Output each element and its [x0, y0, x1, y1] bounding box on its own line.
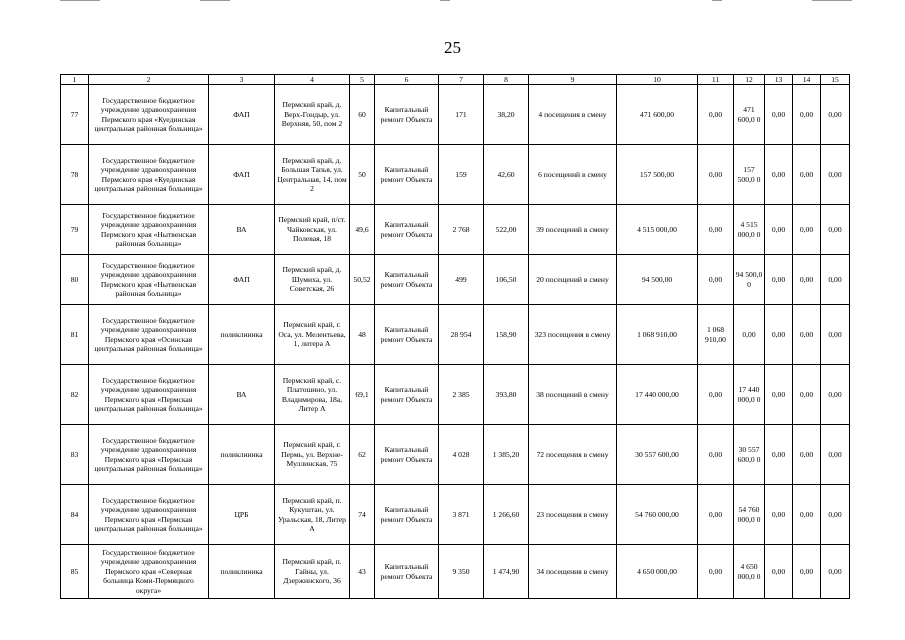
col-15-value: 0,00	[821, 145, 850, 205]
row-number: 84	[61, 485, 89, 545]
col-15-value: 0,00	[821, 255, 850, 305]
total-cost: 54 760 000,00	[617, 485, 698, 545]
facility-address: Пермский край, г. Оса, ул. Мелентьева, 1, литера А	[275, 305, 350, 365]
col-14-value: 0,00	[793, 485, 821, 545]
facility-type: ЦРБ	[209, 485, 275, 545]
col-5-value: 49,6	[350, 205, 375, 255]
col-5-value: 48	[350, 305, 375, 365]
facilities-table	[60, 74, 850, 599]
col-5-value: 50,52	[350, 255, 375, 305]
col-num: 8	[484, 75, 529, 85]
table-row	[61, 485, 850, 545]
col-14-value: 0,00	[793, 365, 821, 425]
col-8-value: 1 266,60	[484, 485, 529, 545]
organization-name: Государственное бюджетное учреждение здравоохранения Пермского края «Нытвенская районная больница»	[89, 255, 209, 305]
col-15-value: 0,00	[821, 545, 850, 599]
row-number: 81	[61, 305, 89, 365]
facility-type: ВА	[209, 205, 275, 255]
col-15-value: 0,00	[821, 85, 850, 145]
col-5-value: 60	[350, 85, 375, 145]
organization-name: Государственное бюджетное учреждение здравоохранения Пермского края «Северная больница Коми-Пермяцкого округа»	[89, 545, 209, 599]
col-14-value: 0,00	[793, 545, 821, 599]
col-13-value: 0,00	[765, 545, 793, 599]
table-row	[61, 305, 850, 365]
table-row	[61, 255, 850, 305]
column-number-row	[61, 75, 850, 85]
capacity: 6 посещений в смену	[529, 145, 617, 205]
row-number: 79	[61, 205, 89, 255]
table-row	[61, 425, 850, 485]
col-11-value: 0,00	[698, 365, 734, 425]
col-7-value: 499	[439, 255, 484, 305]
col-7-value: 9 350	[439, 545, 484, 599]
work-type: Капитальный ремонт Объекта	[375, 205, 439, 255]
col-14-value: 0,00	[793, 305, 821, 365]
col-5-value: 62	[350, 425, 375, 485]
capacity: 4 посещения в смену	[529, 85, 617, 145]
row-number: 82	[61, 365, 89, 425]
col-11-value: 0,00	[698, 205, 734, 255]
col-num: 1	[61, 75, 89, 85]
col-num: 7	[439, 75, 484, 85]
col-num: 11	[698, 75, 734, 85]
col-13-value: 0,00	[765, 85, 793, 145]
col-num: 3	[209, 75, 275, 85]
table-row	[61, 545, 850, 599]
col-12-value: 30 557 600,0 0	[734, 425, 765, 485]
col-15-value: 0,00	[821, 485, 850, 545]
total-cost: 4 515 000,00	[617, 205, 698, 255]
col-11-value: 0,00	[698, 425, 734, 485]
work-type: Капитальный ремонт Объекта	[375, 305, 439, 365]
col-8-value: 393,80	[484, 365, 529, 425]
col-5-value: 50	[350, 145, 375, 205]
col-14-value: 0,00	[793, 425, 821, 485]
col-14-value: 0,00	[793, 85, 821, 145]
row-number: 83	[61, 425, 89, 485]
row-number: 77	[61, 85, 89, 145]
capacity: 20 посещений в смену	[529, 255, 617, 305]
col-5-value: 74	[350, 485, 375, 545]
col-num: 13	[765, 75, 793, 85]
col-13-value: 0,00	[765, 255, 793, 305]
col-7-value: 2 385	[439, 365, 484, 425]
col-8-value: 42,60	[484, 145, 529, 205]
col-num: 12	[734, 75, 765, 85]
col-15-value: 0,00	[821, 425, 850, 485]
table-row	[61, 205, 850, 255]
organization-name: Государственное бюджетное учреждение здравоохранения Пермского края «Куединская центральная районная больница»	[89, 85, 209, 145]
table-row	[61, 85, 850, 145]
col-11-value: 0,00	[698, 85, 734, 145]
capacity: 38 посещений в смену	[529, 365, 617, 425]
col-15-value: 0,00	[821, 365, 850, 425]
work-type: Капитальный ремонт Объекта	[375, 85, 439, 145]
capacity: 39 посещений в смену	[529, 205, 617, 255]
facility-type: ФАП	[209, 255, 275, 305]
capacity: 34 посещения в смену	[529, 545, 617, 599]
total-cost: 157 500,00	[617, 145, 698, 205]
col-7-value: 4 028	[439, 425, 484, 485]
organization-name: Государственное бюджетное учреждение здравоохранения Пермского края «Пермская центральная районная больница»	[89, 485, 209, 545]
total-cost: 30 557 600,00	[617, 425, 698, 485]
col-15-value: 0,00	[821, 205, 850, 255]
col-11-value: 0,00	[698, 255, 734, 305]
col-num: 2	[89, 75, 209, 85]
col-12-value: 157 500,0 0	[734, 145, 765, 205]
col-15-value: 0,00	[821, 305, 850, 365]
col-11-value: 0,00	[698, 145, 734, 205]
col-12-value: 54 760 000,0 0	[734, 485, 765, 545]
col-8-value: 1 385,20	[484, 425, 529, 485]
facility-address: Пермский край, п/ст. Чайковская, ул. Полевая, 18	[275, 205, 350, 255]
row-number: 80	[61, 255, 89, 305]
col-num: 5	[350, 75, 375, 85]
col-12-value: 4 515 000,0 0	[734, 205, 765, 255]
organization-name: Государственное бюджетное учреждение здравоохранения Пермского края «Нытвенская районная больница»	[89, 205, 209, 255]
col-12-value: 4 650 000,0 0	[734, 545, 765, 599]
col-14-value: 0,00	[793, 255, 821, 305]
row-number: 85	[61, 545, 89, 599]
total-cost: 471 600,00	[617, 85, 698, 145]
col-num: 14	[793, 75, 821, 85]
col-14-value: 0,00	[793, 145, 821, 205]
col-7-value: 3 871	[439, 485, 484, 545]
row-number: 78	[61, 145, 89, 205]
col-12-value: 471 600,0 0	[734, 85, 765, 145]
work-type: Капитальный ремонт Объекта	[375, 365, 439, 425]
col-12-value: 17 440 000,0 0	[734, 365, 765, 425]
facility-address: Пермский край, с. Платошино, ул. Владимирова, 18а, Литер А	[275, 365, 350, 425]
work-type: Капитальный ремонт Объекта	[375, 145, 439, 205]
facility-type: ВА	[209, 365, 275, 425]
facility-address: Пермский край, д. Шумиха, ул. Советская, 26	[275, 255, 350, 305]
col-num: 6	[375, 75, 439, 85]
organization-name: Государственное бюджетное учреждение здравоохранения Пермского края «Куединская центральная районная больница»	[89, 145, 209, 205]
page-number: 25	[444, 38, 461, 57]
total-cost: 1 068 910,00	[617, 305, 698, 365]
col-7-value: 159	[439, 145, 484, 205]
table-row	[61, 145, 850, 205]
total-cost: 17 440 000,00	[617, 365, 698, 425]
col-11-value: 0,00	[698, 485, 734, 545]
capacity: 72 посещения в смену	[529, 425, 617, 485]
facility-address: Пермский край, д. Верх-Гондыр, ул. Верхняя, 50, пом 2	[275, 85, 350, 145]
facility-type: поликлиника	[209, 305, 275, 365]
work-type: Капитальный ремонт Объекта	[375, 485, 439, 545]
col-7-value: 171	[439, 85, 484, 145]
col-13-value: 0,00	[765, 365, 793, 425]
col-12-value: 94 500,0 0	[734, 255, 765, 305]
col-8-value: 1 474,90	[484, 545, 529, 599]
facility-address: Пермский край, п. Гайны, ул. Дзержинского, 36	[275, 545, 350, 599]
organization-name: Государственное бюджетное учреждение здравоохранения Пермского края «Пермская центральная районная больница»	[89, 365, 209, 425]
col-8-value: 106,50	[484, 255, 529, 305]
work-type: Капитальный ремонт Объекта	[375, 255, 439, 305]
col-13-value: 0,00	[765, 145, 793, 205]
capacity: 23 посещения в смену	[529, 485, 617, 545]
total-cost: 4 650 000,00	[617, 545, 698, 599]
col-11-value: 1 068 910,00	[698, 305, 734, 365]
work-type: Капитальный ремонт Объекта	[375, 545, 439, 599]
col-8-value: 38,20	[484, 85, 529, 145]
col-num: 15	[821, 75, 850, 85]
col-8-value: 158,90	[484, 305, 529, 365]
col-13-value: 0,00	[765, 305, 793, 365]
facility-type: ФАП	[209, 145, 275, 205]
table-row	[61, 365, 850, 425]
facility-address: Пермский край, п. Кукуштан, ул. Уральская, 18, Литер А	[275, 485, 350, 545]
facility-address: Пермский край, д. Большая Тапья, ул. Центральная, 14, пом 2	[275, 145, 350, 205]
facility-type: поликлиника	[209, 425, 275, 485]
col-num: 10	[617, 75, 698, 85]
col-5-value: 43	[350, 545, 375, 599]
total-cost: 94 500,00	[617, 255, 698, 305]
col-5-value: 69,1	[350, 365, 375, 425]
col-11-value: 0,00	[698, 545, 734, 599]
facility-address: Пермский край, г. Пермь, ул. Верхне-Муллинская, 75	[275, 425, 350, 485]
capacity: 323 посещения в смену	[529, 305, 617, 365]
work-type: Капитальный ремонт Объекта	[375, 425, 439, 485]
col-14-value: 0,00	[793, 205, 821, 255]
facility-type: поликлиника	[209, 545, 275, 599]
col-num: 9	[529, 75, 617, 85]
col-8-value: 522,00	[484, 205, 529, 255]
col-13-value: 0,00	[765, 205, 793, 255]
organization-name: Государственное бюджетное учреждение здравоохранения Пермского края «Пермская центральная районная больница»	[89, 425, 209, 485]
organization-name: Государственное бюджетное учреждение здравоохранения Пермского края «Осинская центральная районная больница»	[89, 305, 209, 365]
col-num: 4	[275, 75, 350, 85]
scan-edge	[0, 0, 905, 4]
col-12-value: 0,00	[734, 305, 765, 365]
col-13-value: 0,00	[765, 425, 793, 485]
facility-type: ФАП	[209, 85, 275, 145]
col-13-value: 0,00	[765, 485, 793, 545]
col-7-value: 2 768	[439, 205, 484, 255]
col-7-value: 28 954	[439, 305, 484, 365]
